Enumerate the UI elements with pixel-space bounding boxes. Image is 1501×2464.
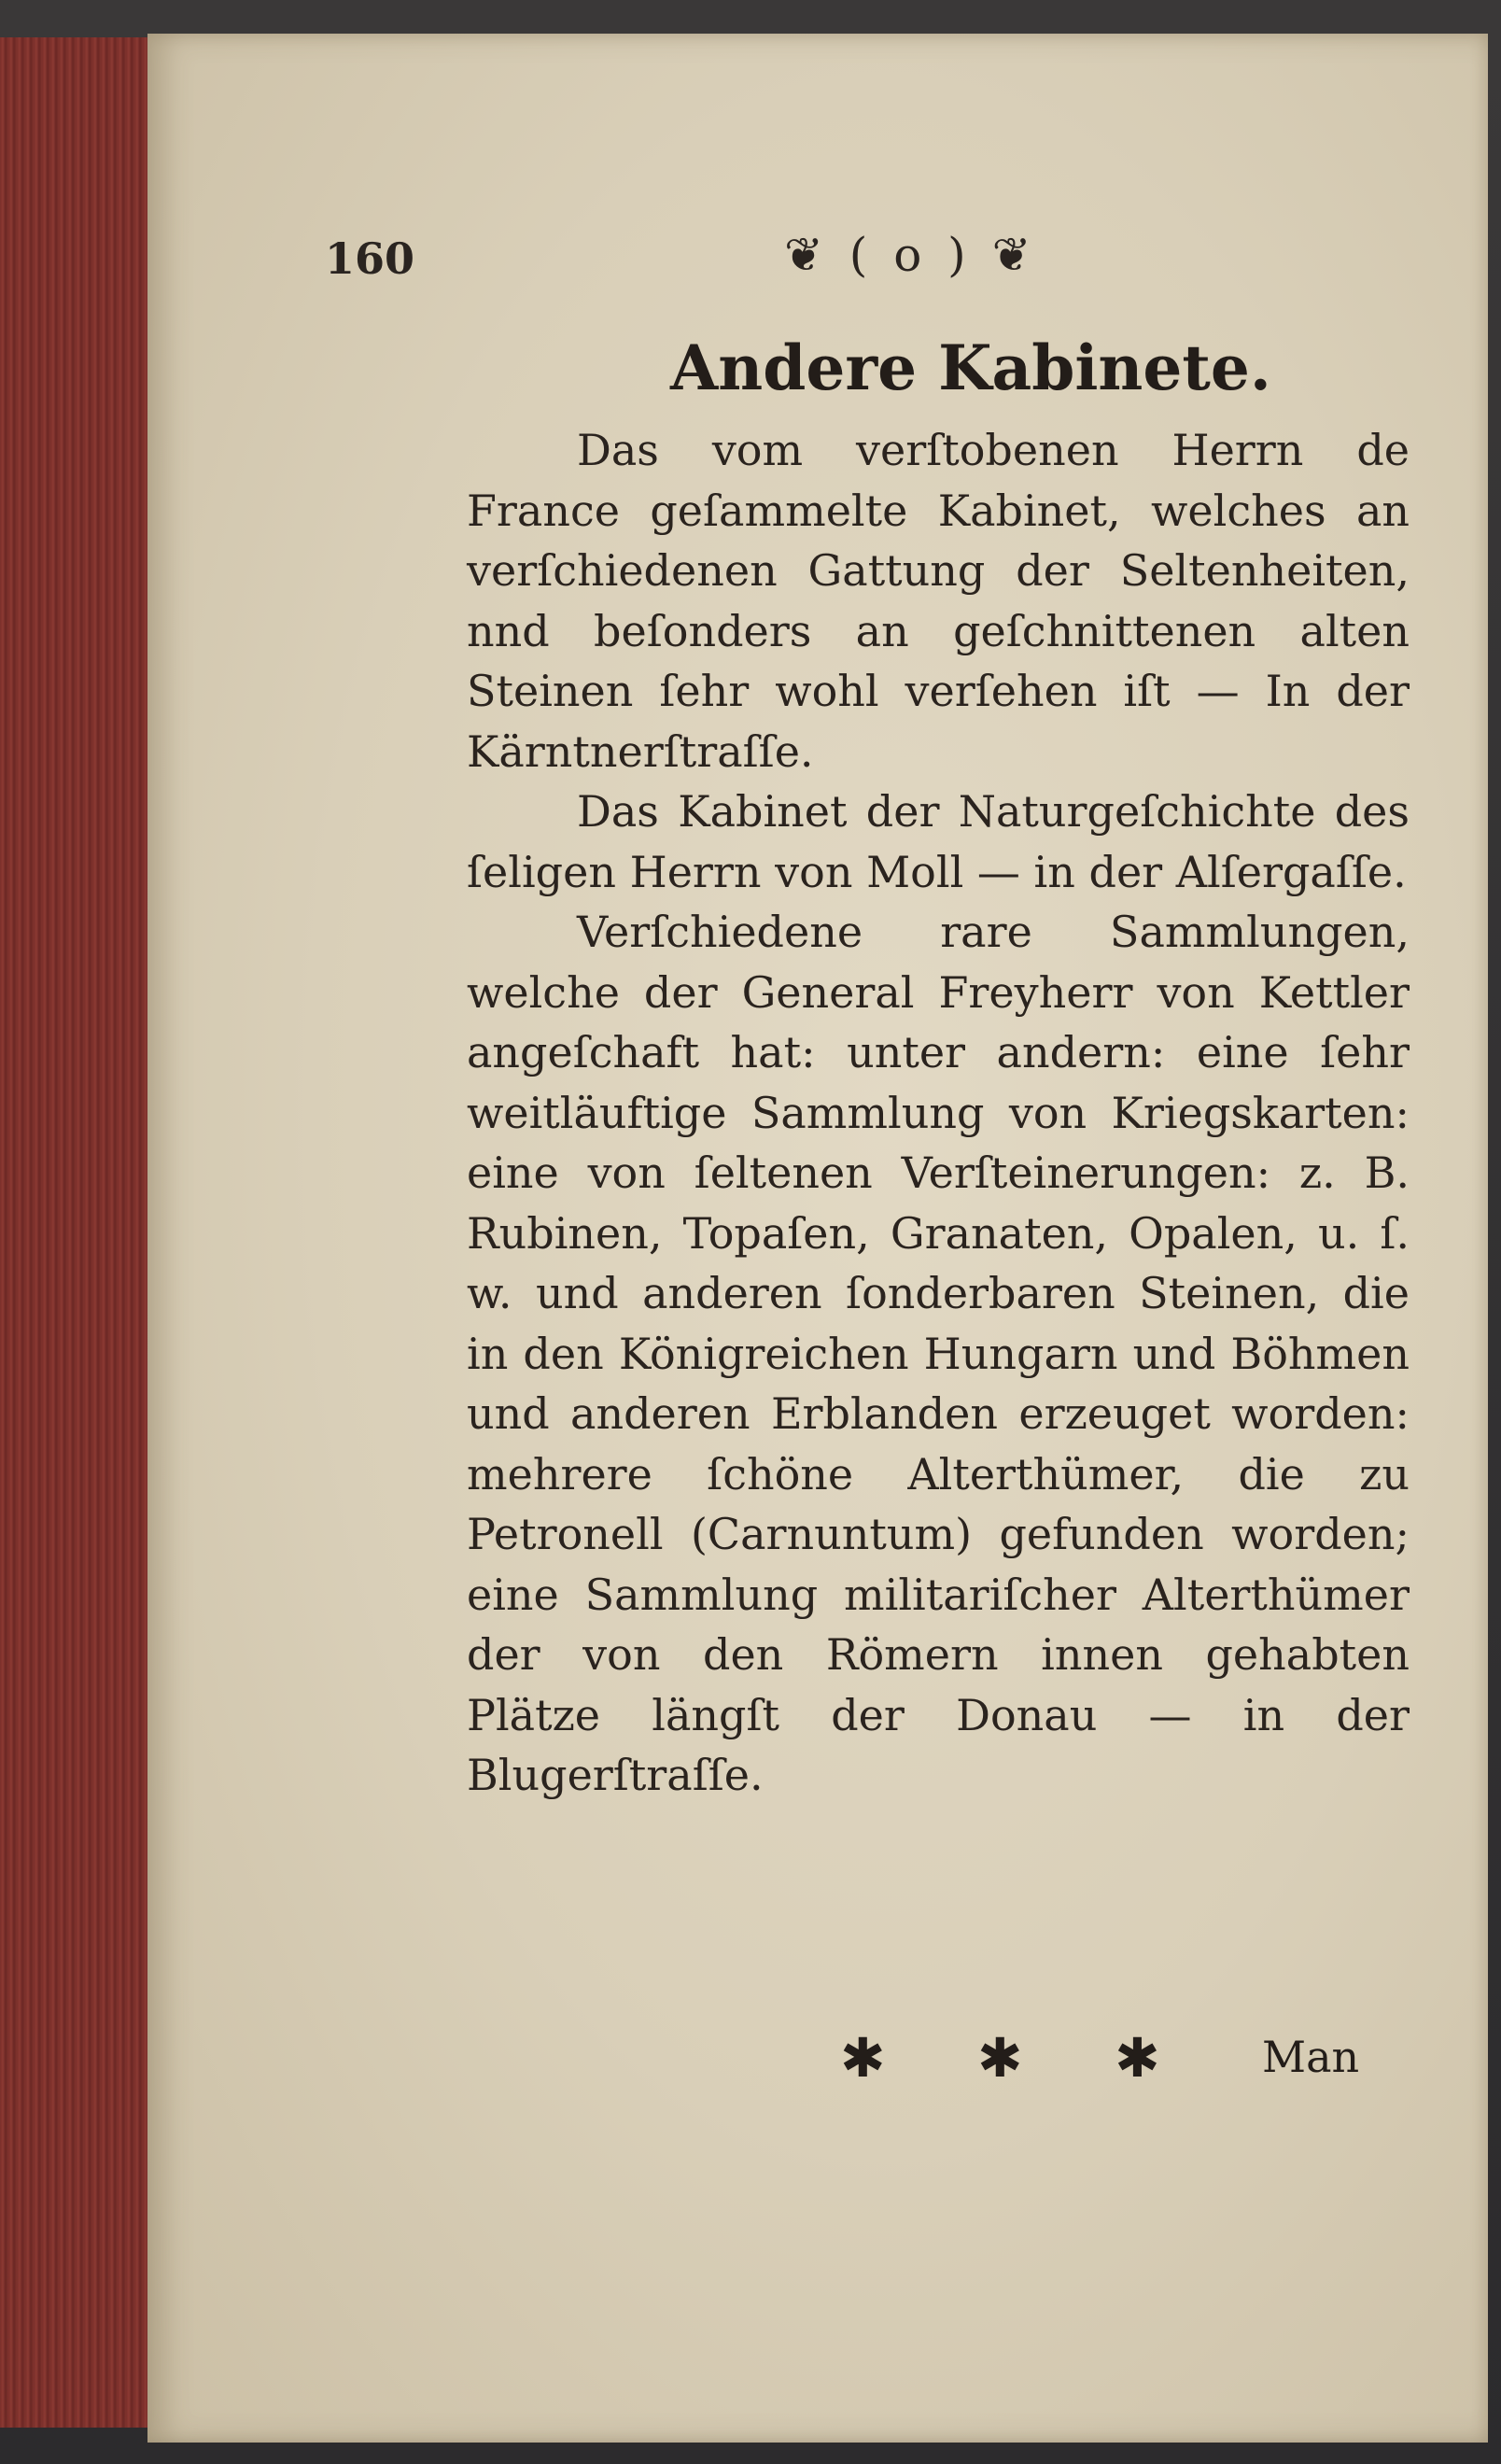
asterism-ornament: ✱ ✱ ✱ xyxy=(840,2026,1198,2090)
book-edge xyxy=(0,37,151,2428)
page-footer xyxy=(821,2026,1382,2110)
body-text xyxy=(467,420,1410,1806)
paragraph-1: Das vom verſtobenen Herrn de France geſammelte Kabinet, welches an verſchiedenen Gattung der Seltenheiten, nnd beſonders an geſchnittenen alten Steinen ſehr wohl verſehen iſt — In der Kärntnerſtraſſe. xyxy=(467,425,1410,777)
header-ornament: ❦ ( o ) ❦ xyxy=(784,228,1037,282)
paragraph-3: Verſchiedene rare Sammlungen, welche der General Freyherr von Kettler angeſchaft hat: unter andern: eine ſehr weitläuftige Sammlung von Kriegskarten: eine von ſeltenen Verſteinerungen: z. B. Rubinen, Topaſen, Granaten, Opalen, u. ſ. w. und anderen ſonderbaren Steinen, die in den Königreichen Hungarn und Böhmen und anderen Erblanden erzeuget worden: mehrere ſchöne Alterthümer, die zu Petronell (Carnuntum) gefunden worden; eine Sammlung militariſcher Alterthümer der von den Römern innen gehabten Plätze längſt der Donau — in der Blugerſtraſſe. xyxy=(467,907,1410,1800)
page-header xyxy=(325,224,1118,299)
page-number: 160 xyxy=(325,233,415,284)
section-title: Andere Kabinete. xyxy=(670,331,1271,404)
paragraph-2: Das Kabinet der Naturgeſchichte des ſeligen Herrn von Moll — in der Alſergaſſe. xyxy=(467,786,1410,897)
catchword: Man xyxy=(1262,2032,1360,2082)
